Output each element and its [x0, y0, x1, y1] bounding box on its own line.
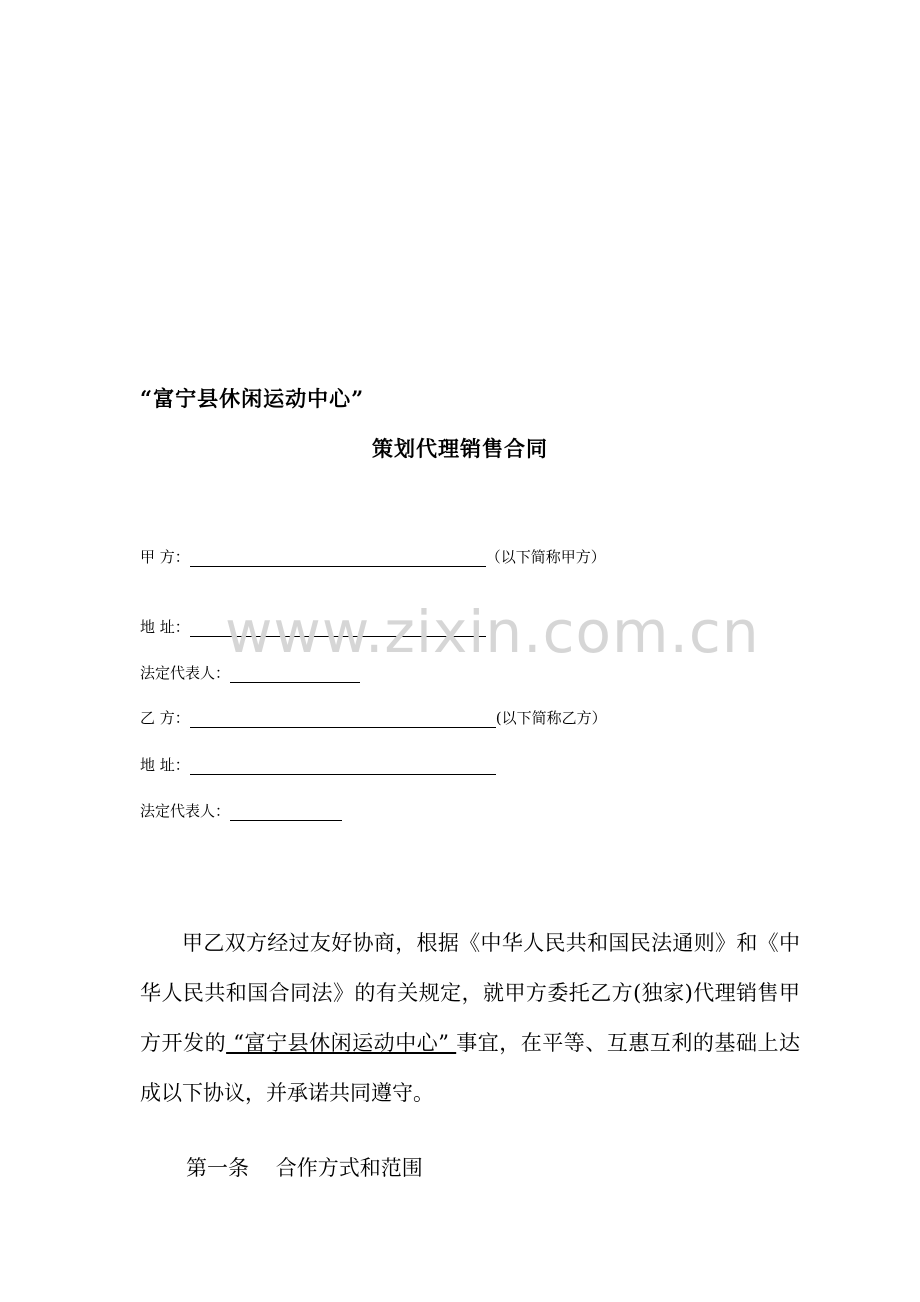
- party-a-blank: [190, 548, 486, 567]
- contract-title-project: “富宁县休闲运动中心”: [140, 386, 365, 411]
- party-b-suffix: (以下简称乙方）: [495, 709, 607, 727]
- watermark: www.zixin.com.cn: [225, 598, 760, 666]
- party-b-blank: [190, 709, 496, 728]
- preamble-paragraph: [140, 918, 800, 1118]
- party-a-label: 甲 方：: [140, 548, 190, 566]
- party-a-field: [140, 546, 606, 567]
- party-a-legal-rep-blank: [230, 664, 360, 683]
- party-b-address-blank: [190, 756, 496, 775]
- preamble-part1: 甲乙双方经过友好协商，根据《中华人民共和国民法通则》和《中华人民共和国合同法》的有关规定，就甲方委托乙方(独家)代理销售甲方开发的: [140, 931, 800, 1055]
- party-b-field: [140, 707, 607, 728]
- party-b-label: 乙 方：: [140, 709, 190, 727]
- party-b-legal-rep-field: [140, 800, 342, 821]
- party-a-suffix: （以下简称甲方）: [485, 548, 606, 566]
- party-b-address-label: 地 址：: [140, 756, 190, 774]
- contract-title-main: 策划代理销售合同: [372, 436, 548, 461]
- party-b-legal-rep-label: 法定代表人：: [140, 802, 231, 820]
- preamble-part2: 事宜，在平等、互惠互利的基础上达成以下协议，并承诺共同遵守。: [140, 1031, 801, 1105]
- party-b-address-field: [140, 754, 496, 775]
- party-b-legal-rep-blank: [230, 802, 342, 821]
- party-a-legal-rep-label: 法定代表人：: [140, 664, 231, 682]
- party-a-address-label: 地 址：: [140, 618, 190, 636]
- project-name-underlined: “富宁县休闲运动中心”: [226, 1031, 457, 1055]
- article-1-heading: 第一条 合作方式和范围: [186, 1156, 423, 1180]
